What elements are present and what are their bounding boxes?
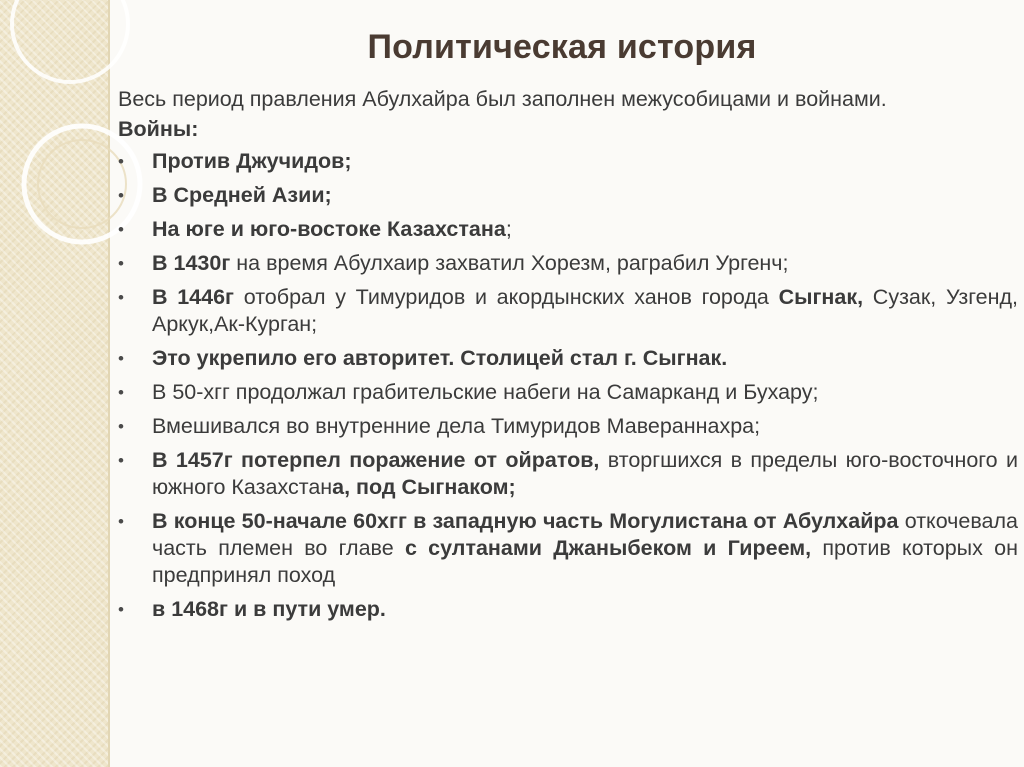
- bullet-icon: •: [118, 512, 124, 531]
- list-item-text: Это укрепило его авторитет. Столицей стал г. Сыгнак.: [152, 346, 728, 370]
- list-item-text: на время Абулхаир захватил Хорезм, раграбил Ургенч;: [230, 251, 789, 275]
- bullet-icon: •: [118, 220, 124, 239]
- list-item-text: В 50-хгг продолжал грабительские набеги на Самарканд и Бухару;: [152, 380, 819, 404]
- list-item-text: В 1430г: [152, 251, 231, 275]
- list-item-text: Против Джучидов;: [152, 149, 352, 173]
- list-item-text: В 1446г: [152, 285, 235, 309]
- list-item-text: против которых он предпринял поход: [152, 536, 1018, 587]
- list-item-text: В 1457г потерпел поражение от ойратов,: [152, 448, 600, 472]
- bullet-icon: •: [118, 186, 124, 205]
- bullet-icon: •: [118, 383, 124, 402]
- list-item-text: В конце 50-начале 60хгг в западную часть Могулистана от Абулхайра: [152, 509, 899, 533]
- list-item: [118, 182, 1018, 209]
- list-item-text: откочевала часть племен во главе: [152, 509, 1018, 560]
- list-item-text: с султанами Джаныбеком и Гиреем,: [404, 536, 812, 560]
- list-item-text: отобрал у Тимуридов и акордынских ханов города: [234, 285, 779, 309]
- slide-content: [118, 86, 1018, 630]
- list-item: [118, 250, 1018, 277]
- wars-heading: Войны:: [118, 117, 199, 141]
- list-item: [118, 284, 1018, 338]
- list-item-text: В Средней Азии;: [152, 183, 332, 207]
- list-item: [118, 345, 1018, 372]
- list-item: [118, 447, 1018, 501]
- wars-list: [118, 148, 1018, 623]
- bullet-icon: •: [118, 600, 124, 619]
- bullet-icon: •: [118, 254, 124, 273]
- list-item-text: На юге и юго-востоке Казахстана: [152, 217, 506, 241]
- bullet-icon: •: [118, 288, 124, 307]
- list-item: [118, 148, 1018, 175]
- list-item-text: а, под Сыгнаком;: [332, 475, 516, 499]
- bullet-icon: •: [118, 152, 124, 171]
- bullet-icon: •: [118, 417, 124, 436]
- list-item-text: Сыгнак,: [778, 285, 864, 309]
- list-item-text: Сузак, Узгенд, Аркук,Ак-Курган;: [152, 285, 1018, 336]
- list-item: [118, 379, 1018, 406]
- list-item: [118, 216, 1018, 243]
- list-item: [118, 508, 1018, 589]
- intro-paragraph: Весь период правления Абулхайра был заполнен межусобицами и войнами.: [118, 87, 887, 111]
- decorative-circle-top: [12, 0, 128, 82]
- decorative-circle-inner: [38, 140, 126, 228]
- list-item-text: вторгшихся в пределы юго-восточного и южного Казахстан: [152, 448, 1018, 499]
- slide-title: Политическая история: [367, 28, 757, 66]
- list-item: [118, 413, 1018, 440]
- bullet-icon: •: [118, 349, 124, 368]
- bullet-icon: •: [118, 451, 124, 470]
- list-item: [118, 596, 1018, 623]
- list-item-text: в 1468г и в пути умер.: [152, 597, 386, 621]
- list-item-text: ;: [505, 217, 512, 241]
- list-item-text: Вмешивался во внутренние дела Тимуридов Мавераннахра;: [152, 414, 761, 438]
